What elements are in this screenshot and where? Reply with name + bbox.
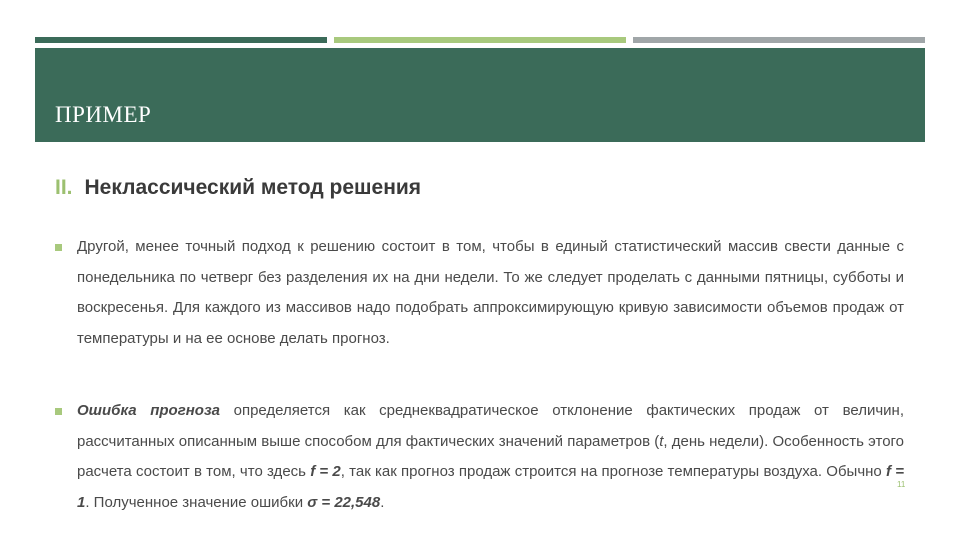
page-number: 11 <box>897 480 906 489</box>
text-segment: . Полученное значение ошибки <box>85 493 308 511</box>
bullet-text: Другой, менее точный подход к решению состоит в том, чтобы в единый статистический массив свести данные с понедельника по четверг без разделения их на дни недели. То же следует проделать с данными пятницы, субботы и воскресенья. Для каждого из массивов надо подобрать аппроксимирующую кривую зависимости объемов продаж от температуры и на ее основе делать прогноз. <box>77 238 904 347</box>
text-segment: , день недели). Особенность этого расчета состоит в том, что здесь <box>77 432 905 480</box>
top-stripe-dark-green <box>35 37 327 43</box>
title-band <box>35 48 925 142</box>
bullet-text <box>77 396 904 518</box>
top-stripe-light-green <box>334 37 626 43</box>
formula-sigma: σ = 22,548 <box>307 493 381 511</box>
top-stripe-gray <box>633 37 925 43</box>
bullet-square-icon <box>55 408 62 415</box>
formula-f2: f = 2 <box>310 463 341 480</box>
bullet-item-2 <box>55 396 904 518</box>
term-forecast-error: Ошибка прогноза <box>77 402 220 419</box>
formula-f1: f = 1 <box>77 463 904 511</box>
bullet-item-1 <box>55 232 904 354</box>
slide-subtitle <box>55 176 421 200</box>
text-segment: , так как прогноз продаж строится на прогнозе температуры воздуха. Обычно <box>340 463 886 480</box>
slide-title: ПРИМЕР <box>55 102 152 127</box>
text-segment: определяется как среднеквадратическое отклонение фактических продаж от величин, рассчитанных описанным выше способом для фактических значений параметров ( <box>77 402 904 450</box>
subtitle-number: II. <box>55 176 73 199</box>
bullet-square-icon <box>55 244 62 251</box>
param-t: t <box>659 432 664 450</box>
text-segment: . <box>380 493 385 511</box>
subtitle-text: Неклассический метод решения <box>84 176 422 199</box>
